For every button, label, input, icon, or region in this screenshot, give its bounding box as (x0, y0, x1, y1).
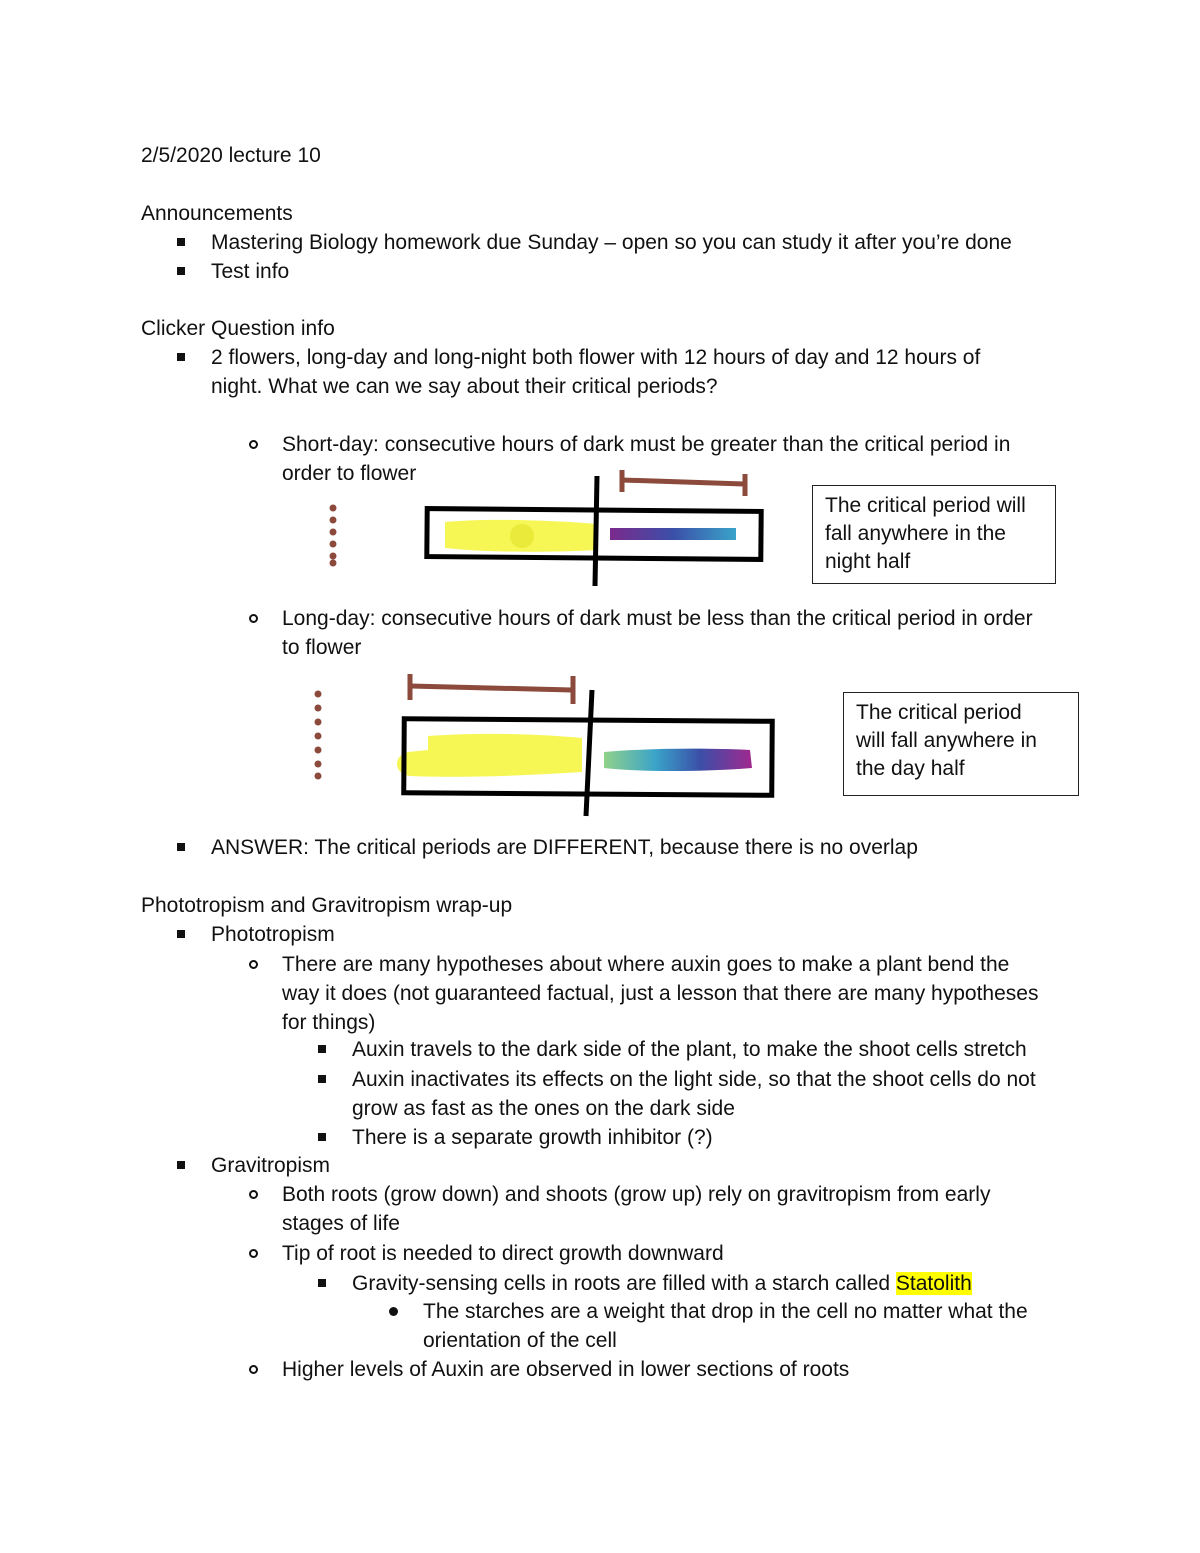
announcements-heading: Announcements (141, 202, 293, 225)
square-bullet-icon (318, 1279, 326, 1287)
long-day-note-box (843, 692, 1079, 796)
starch-line: The starches are a weight that drop in the cell no matter what the (423, 1300, 1028, 1323)
statolith-line (352, 1269, 972, 1298)
square-bullet-icon (318, 1133, 326, 1141)
short-day-line: order to flower (282, 462, 417, 485)
long-day-line: to flower (282, 636, 362, 659)
dotted-marker-icon (315, 691, 322, 780)
square-bullet-icon (318, 1075, 326, 1083)
statolith-prefix: Gravity-sensing cells in roots are filled with a starch called (352, 1272, 896, 1295)
day-highlight (397, 734, 582, 777)
tropism-heading: Phototropism and Gravitropism wrap-up (141, 894, 513, 917)
clicker-question-line: night. What we can we say about their critical periods? (211, 375, 718, 398)
note-line: night half (825, 550, 911, 573)
note-line: The critical period (856, 701, 1022, 724)
dotted-marker-icon (330, 505, 337, 567)
circle-bullet-icon (249, 440, 258, 449)
answer-line: ANSWER: The critical periods are DIFFERENT, because there is no overlap (211, 836, 918, 859)
dot-bullet-icon (389, 1307, 398, 1316)
square-bullet-icon (177, 930, 185, 938)
gravitropism-label: Gravitropism (211, 1154, 331, 1177)
page-title: 2/5/2020 lecture 10 (141, 144, 321, 167)
announcement-item: Mastering Biology homework due Sunday – open so you can study it after you’re done (211, 231, 1012, 254)
circle-bullet-icon (249, 960, 258, 969)
announcement-item: Test info (211, 260, 290, 283)
short-day-line: Short-day: consecutive hours of dark must be greater than the critical period in (282, 433, 1011, 456)
circle-bullet-icon (249, 1249, 258, 1258)
midpoint-line (586, 690, 592, 816)
gravitropism-item: Both roots (grow down) and shoots (grow up) rely on gravitropism from early (282, 1183, 991, 1206)
hypothesis-sub: Auxin travels to the dark side of the plant, to make the shoot cells stretch (352, 1038, 1027, 1061)
square-bullet-icon (177, 238, 185, 246)
starch-line: orientation of the cell (423, 1329, 617, 1352)
circle-bullet-icon (249, 1190, 258, 1199)
bracket-icon (622, 470, 745, 496)
statolith-highlight: Statolith (895, 1272, 972, 1295)
hypothesis-sub: Auxin inactivates its effects on the light side, so that the shoot cells do not (352, 1068, 1036, 1091)
phototropism-label: Phototropism (211, 923, 335, 946)
hypothesis-sub: There is a separate growth inhibitor (?) (352, 1126, 713, 1149)
note-line: the day half (856, 757, 965, 780)
hypothesis-sub: grow as fast as the ones on the dark side (352, 1097, 735, 1120)
midpoint-line (595, 476, 597, 586)
gravitropism-item: stages of life (282, 1212, 400, 1235)
night-highlight (610, 528, 736, 540)
clicker-heading: Clicker Question info (141, 317, 335, 340)
square-bullet-icon (177, 1161, 185, 1169)
gravitropism-item: Tip of root is needed to direct growth downward (282, 1242, 724, 1265)
bracket-icon (410, 674, 573, 704)
hypothesis-line: way it does (not guaranteed factual, just a lesson that there are many hypotheses (282, 982, 1039, 1005)
note-line: fall anywhere in the (825, 522, 1006, 545)
circle-bullet-icon (249, 614, 258, 623)
short-day-diagram (300, 470, 780, 590)
night-highlight (604, 749, 752, 771)
square-bullet-icon (177, 267, 185, 275)
clicker-question-line: 2 flowers, long-day and long-night both flower with 12 hours of day and 12 hours of (211, 346, 981, 369)
long-day-diagram (300, 670, 790, 820)
square-bullet-icon (177, 843, 185, 851)
long-day-line: Long-day: consecutive hours of dark must be less than the critical period in order (282, 607, 1033, 630)
short-day-note-box (812, 485, 1056, 584)
square-bullet-icon (318, 1045, 326, 1053)
hypothesis-line: There are many hypotheses about where auxin goes to make a plant bend the (282, 953, 1010, 976)
note-line: will fall anywhere in (856, 729, 1037, 752)
note-line: The critical period will (825, 494, 1026, 517)
circle-bullet-icon (249, 1365, 258, 1374)
hypothesis-line: for things) (282, 1011, 376, 1034)
gravitropism-item: Higher levels of Auxin are observed in lower sections of roots (282, 1358, 850, 1381)
square-bullet-icon (177, 353, 185, 361)
